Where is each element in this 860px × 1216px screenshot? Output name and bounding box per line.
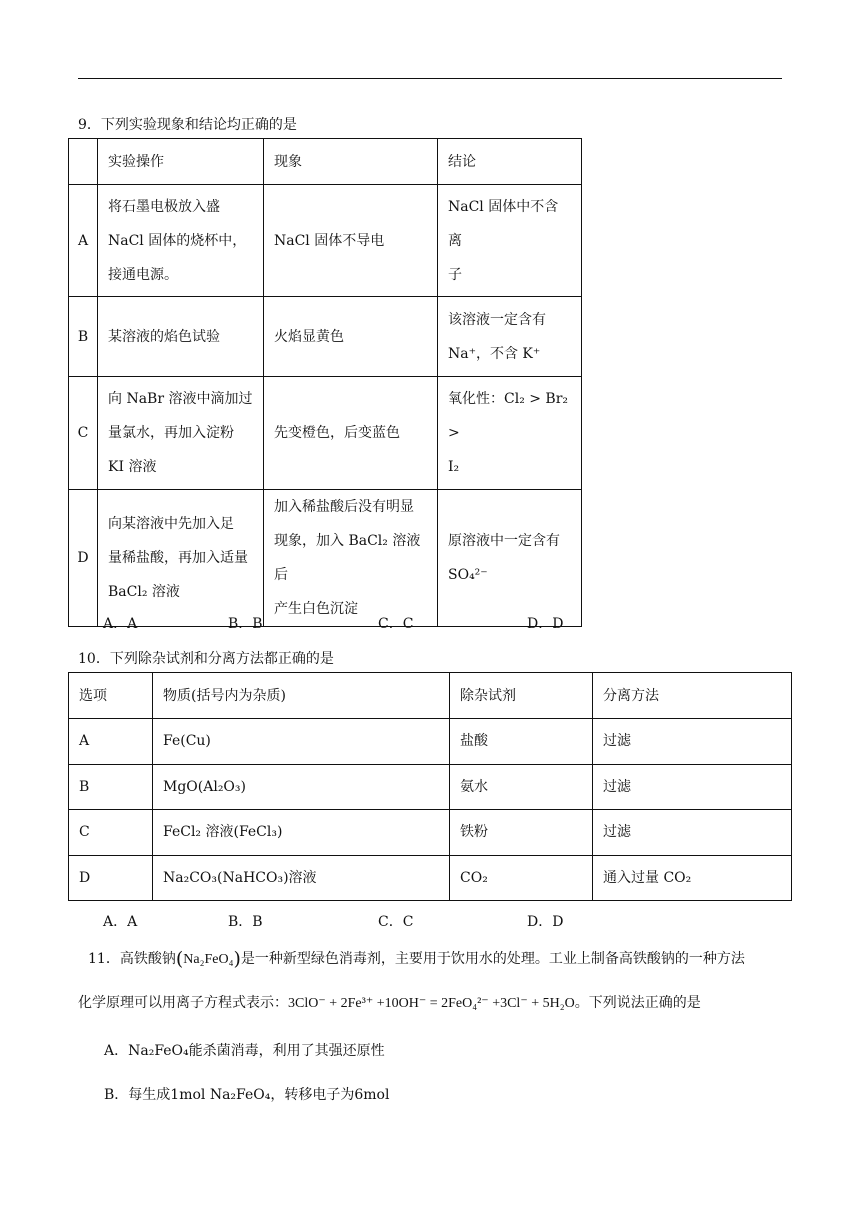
header-cell: 实验操作 <box>98 139 264 185</box>
cell-line: 子 <box>448 266 462 283</box>
cell-line: 产生白色沉淀 <box>274 601 358 617</box>
cell-op <box>98 185 264 297</box>
question-11-text: 是一种新型绿色消毒剂，主要用于饮用水的处理。工业上制备高铁酸钠的一种方法 <box>240 951 745 967</box>
header-cell: 选项 <box>69 673 153 719</box>
table-row <box>69 764 792 810</box>
option-a[interactable]: A．A <box>103 914 138 930</box>
table-cell: Fe(Cu) <box>153 719 450 765</box>
cell-line: NaCl 固体不导电 <box>274 232 385 249</box>
table-cell: B <box>69 764 153 810</box>
question-10-title: 10．下列除杂试剂和分离方法都正确的是 <box>78 651 334 667</box>
cell-op <box>98 377 264 490</box>
cell-line: I₂ <box>448 459 460 475</box>
header-row <box>69 673 792 719</box>
row-label: B <box>69 297 98 377</box>
cell-line: 原溶液中一定含有 <box>448 533 560 549</box>
row-label: D <box>69 490 98 627</box>
cell-op <box>98 297 264 377</box>
cell-line: 将石墨电极放入盛 <box>108 198 220 215</box>
header-cell: 物质(括号内为杂质) <box>153 673 450 719</box>
table-cell: C <box>69 810 153 856</box>
cell-line: 接通电源。 <box>108 266 178 283</box>
option-c[interactable]: C．C <box>378 616 414 632</box>
table-cell: 过滤 <box>593 719 792 765</box>
cell-concl <box>438 185 582 297</box>
table-cell: FeCl₂ 溶液(FeCl₃) <box>153 810 450 856</box>
question-11-option-b[interactable]: B．每生成1mol Na₂FeO₄，转移电子为6mol <box>104 1087 390 1103</box>
table-row <box>69 377 582 490</box>
ionic-equation: 3ClO⁻ + 2Fe³⁺ +10OH⁻ = 2FeO₄²⁻ +3Cl⁻ + 5H₂O <box>288 996 575 1011</box>
row-label: C <box>69 377 98 490</box>
cell-line: Na⁺，不含 K⁺ <box>448 345 541 362</box>
cell-op <box>98 490 264 627</box>
row-label: A <box>69 185 98 297</box>
cell-phen <box>264 490 438 627</box>
cell-line: 火焰显黄色 <box>274 328 344 345</box>
cell-line: 加入稀盐酸后没有明显 <box>274 499 414 515</box>
table-cell: MgO(Al₂O₃) <box>153 764 450 810</box>
cell-line: KI 溶液 <box>108 459 157 475</box>
cell-line: 氧化性：Cl₂ > Br₂ > <box>448 391 569 441</box>
cell-line: NaCl 固体的烧杯中， <box>108 232 247 249</box>
question-11-option-a[interactable]: A．Na₂FeO₄能杀菌消毒，利用了其强还原性 <box>104 1043 385 1059</box>
cell-concl <box>438 297 582 377</box>
table-cell: 盐酸 <box>450 719 593 765</box>
table-cell: D <box>69 855 153 901</box>
table-cell: A <box>69 719 153 765</box>
table-row <box>69 719 792 765</box>
cell-concl <box>438 377 582 490</box>
table-cell: 过滤 <box>593 764 792 810</box>
option-d[interactable]: D．D <box>527 914 564 930</box>
cell-line: BaCl₂ 溶液 <box>108 584 180 600</box>
cell-concl <box>438 490 582 627</box>
table-cell: Na₂CO₃(NaHCO₃)溶液 <box>153 855 450 901</box>
table-row <box>69 185 582 297</box>
table-row <box>69 490 582 627</box>
cell-line: 向某溶液中先加入足 <box>108 516 234 532</box>
cell-phen <box>264 297 438 377</box>
cell-line: SO₄²⁻ <box>448 567 488 583</box>
cell-phen <box>264 377 438 490</box>
header-rule <box>78 78 782 79</box>
cell-line: NaCl 固体中不含离 <box>448 198 559 249</box>
table-cell: 通入过量 CO₂ <box>593 855 792 901</box>
cell-line: 量氯水，再加入淀粉 <box>108 425 234 441</box>
cell-phen <box>264 185 438 297</box>
question-9-title: 9．下列实验现象和结论均正确的是 <box>78 117 297 133</box>
question-11-prefix: 11．高铁酸钠 <box>88 951 176 967</box>
option-a[interactable]: A．A <box>103 616 138 632</box>
table-cell: 氨水 <box>450 764 593 810</box>
cell-line: 量稀盐酸，再加入适量 <box>108 550 248 566</box>
cell-line: 向 NaBr 溶液中滴加过 <box>108 391 253 407</box>
header-cell: 分离方法 <box>593 673 792 719</box>
question-11-line-2: 化学原理可以用离子方程式表示：3ClO⁻ + 2Fe³⁺ +10OH⁻ = 2FeO₄²⁻ +3Cl⁻ + 5H₂O。下列说法正确的是 <box>78 995 701 1011</box>
formula-na2feo4: Na₂FeO₄ <box>183 952 234 967</box>
question-9-table <box>68 138 582 627</box>
cell-line: 该溶液一定含有 <box>448 311 546 328</box>
cell-line: 先变橙色，后变蓝色 <box>274 425 400 441</box>
question-10-table <box>68 672 792 901</box>
table-cell: 铁粉 <box>450 810 593 856</box>
table-row <box>69 297 582 377</box>
option-d[interactable]: D．D <box>527 616 564 632</box>
question-10-options <box>103 911 603 931</box>
header-cell <box>69 139 98 185</box>
option-b[interactable]: B．B <box>228 914 263 930</box>
header-cell: 结论 <box>438 139 582 185</box>
table-cell: 过滤 <box>593 810 792 856</box>
option-b[interactable]: B．B <box>228 616 263 632</box>
cell-line: 现象，加入 BaCl₂ 溶液后 <box>274 533 421 583</box>
table-cell: CO₂ <box>450 855 593 901</box>
question-11-line-1: 11．高铁酸钠(Na₂FeO₄)是一种新型绿色消毒剂，主要用于饮用水的处理。工业上制备高铁酸钠的一种方法 <box>88 948 745 970</box>
header-cell: 现象 <box>264 139 438 185</box>
option-c[interactable]: C．C <box>378 914 414 930</box>
header-cell: 除杂试剂 <box>450 673 593 719</box>
table-row <box>69 810 792 856</box>
cell-line: 某溶液的焰色试验 <box>108 328 220 345</box>
question-9-options <box>103 613 603 633</box>
table-row <box>69 855 792 901</box>
